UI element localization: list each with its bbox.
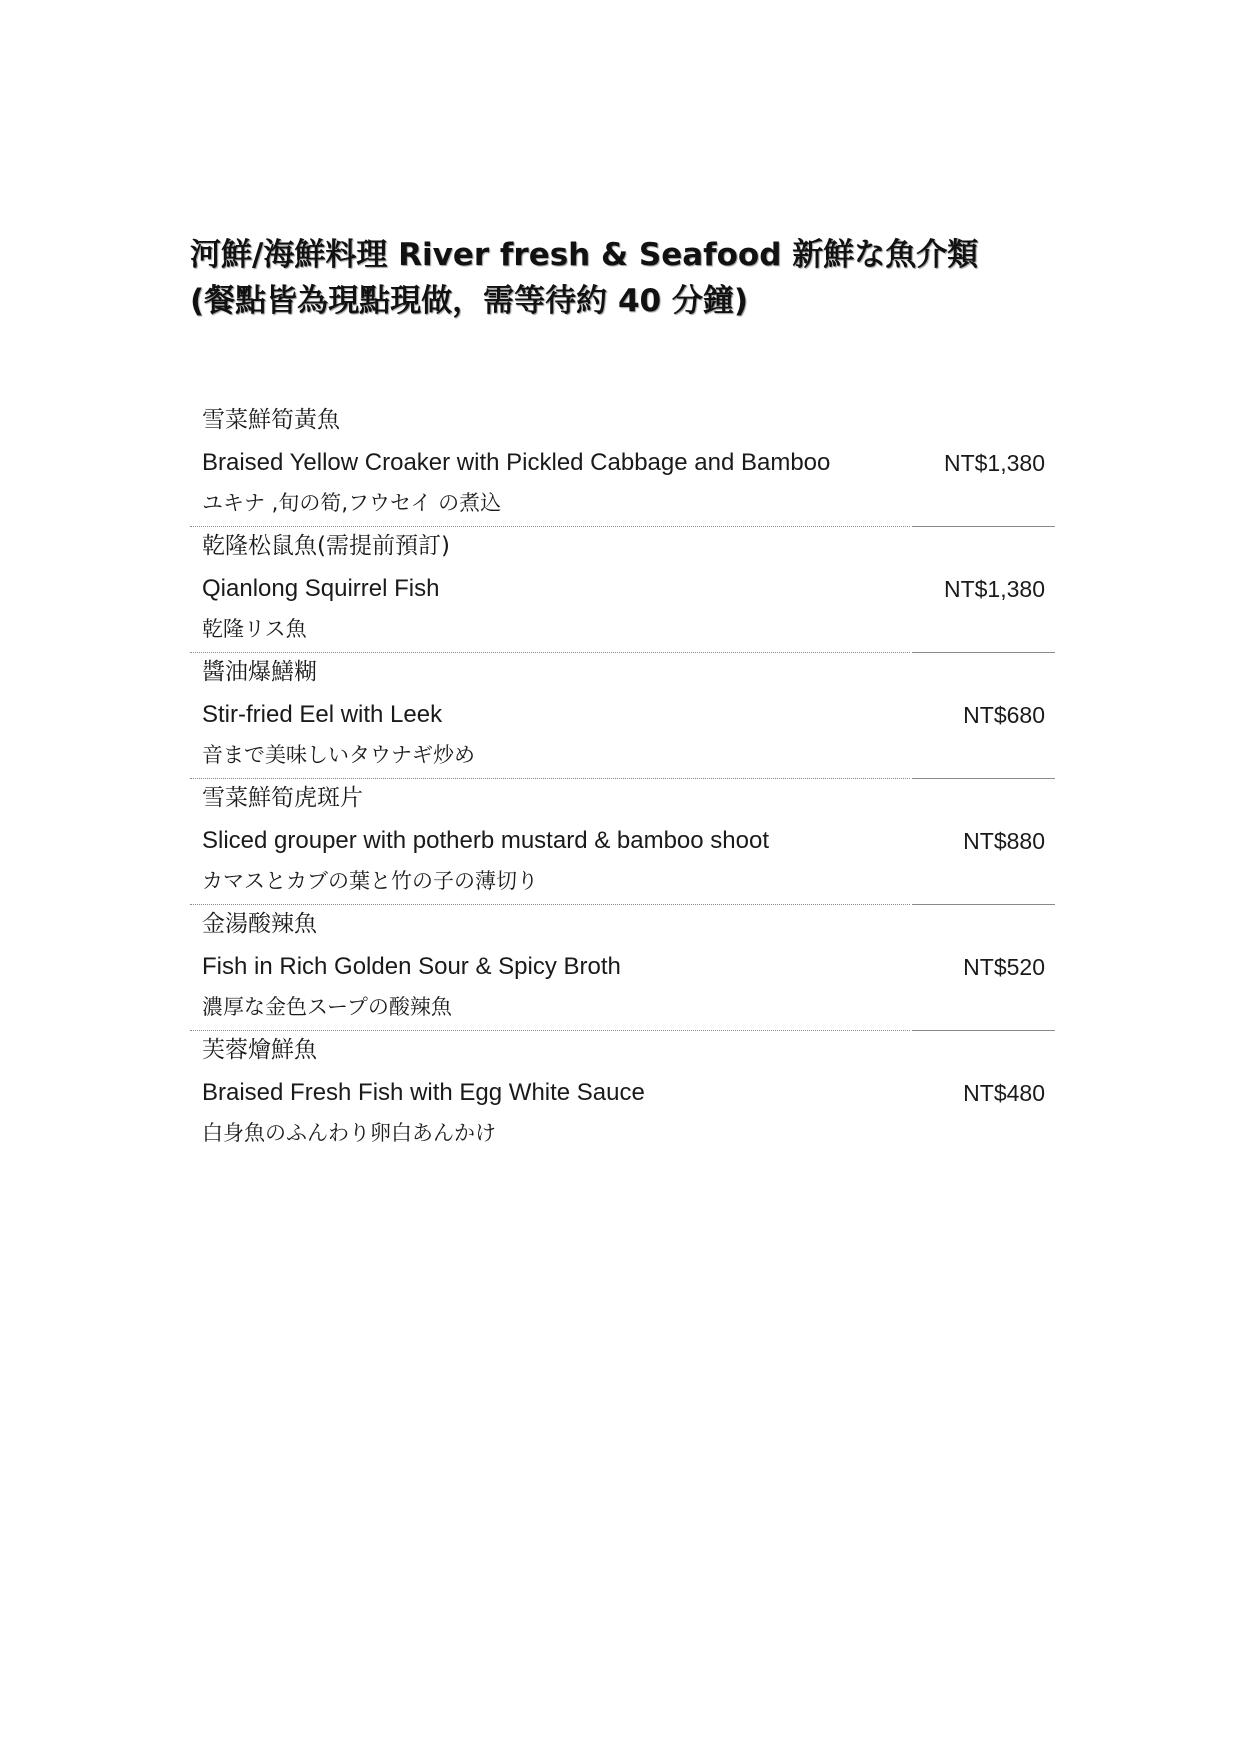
item-name-ja: 濃厚な金色スープの酸辣魚 [202,995,452,1019]
menu-item [190,783,1055,909]
item-price: NT$480 [963,1080,1045,1106]
item-name-zh: 醬油爆鱔糊 [202,659,317,685]
item-name-en: Braised Yellow Croaker with Pickled Cabbage and Bamboo [202,449,831,476]
item-price: NT$680 [963,702,1045,728]
menu-list [190,405,1055,1165]
solid-divider [912,652,1055,653]
item-name-zh: 金湯酸辣魚 [202,911,317,937]
dotted-divider [190,778,910,779]
item-price: NT$520 [963,954,1045,980]
dotted-divider [190,652,910,653]
item-name-ja: カマスとカブの葉と竹の子の薄切り [202,869,538,893]
item-name-zh: 雪菜鮮筍黃魚 [202,407,340,433]
item-name-en: Sliced grouper with potherb mustard & bamboo shoot [202,827,769,854]
solid-divider [912,778,1055,779]
dotted-divider [190,526,910,527]
item-price: NT$1,380 [943,576,1045,602]
title-line-1: 河鮮/海鮮料理 River fresh & Seafood 新鮮な魚介類 [190,237,979,273]
menu-item [190,531,1055,657]
menu-item [190,1035,1055,1165]
menu-item [190,657,1055,783]
item-name-en: Braised Fresh Fish with Egg White Sauce [202,1079,645,1106]
item-name-ja: 音まで美味しいタウナギ炒め [202,743,475,767]
item-name-en: Qianlong Squirrel Fish [202,575,440,602]
menu-item [190,909,1055,1035]
solid-divider [912,1030,1055,1031]
item-name-en: Stir-fried Eel with Leek [202,701,443,728]
item-name-ja: 乾隆リス魚 [202,617,307,641]
dotted-divider [190,904,910,905]
item-price: NT$1,380 [943,450,1045,476]
menu-item [190,405,1055,531]
solid-divider [912,526,1055,527]
item-name-ja: 白身魚のふんわり卵白あんかけ [202,1121,496,1145]
item-name-zh: 雪菜鮮筍虎斑片 [202,785,363,811]
page-title [190,232,1090,324]
title-line-2: (餐點皆為現點現做，需等待約 40 分鐘) [190,283,749,319]
item-price: NT$880 [963,828,1045,854]
item-name-zh: 乾隆松鼠魚(需提前預訂) [202,533,450,559]
item-name-zh: 芙蓉燴鮮魚 [202,1037,317,1063]
item-name-en: Fish in Rich Golden Sour & Spicy Broth [202,953,621,980]
solid-divider [912,904,1055,905]
item-name-ja: ユキナ ,旬の筍,フウセイ の煮込 [202,491,502,515]
dotted-divider [190,1030,910,1031]
